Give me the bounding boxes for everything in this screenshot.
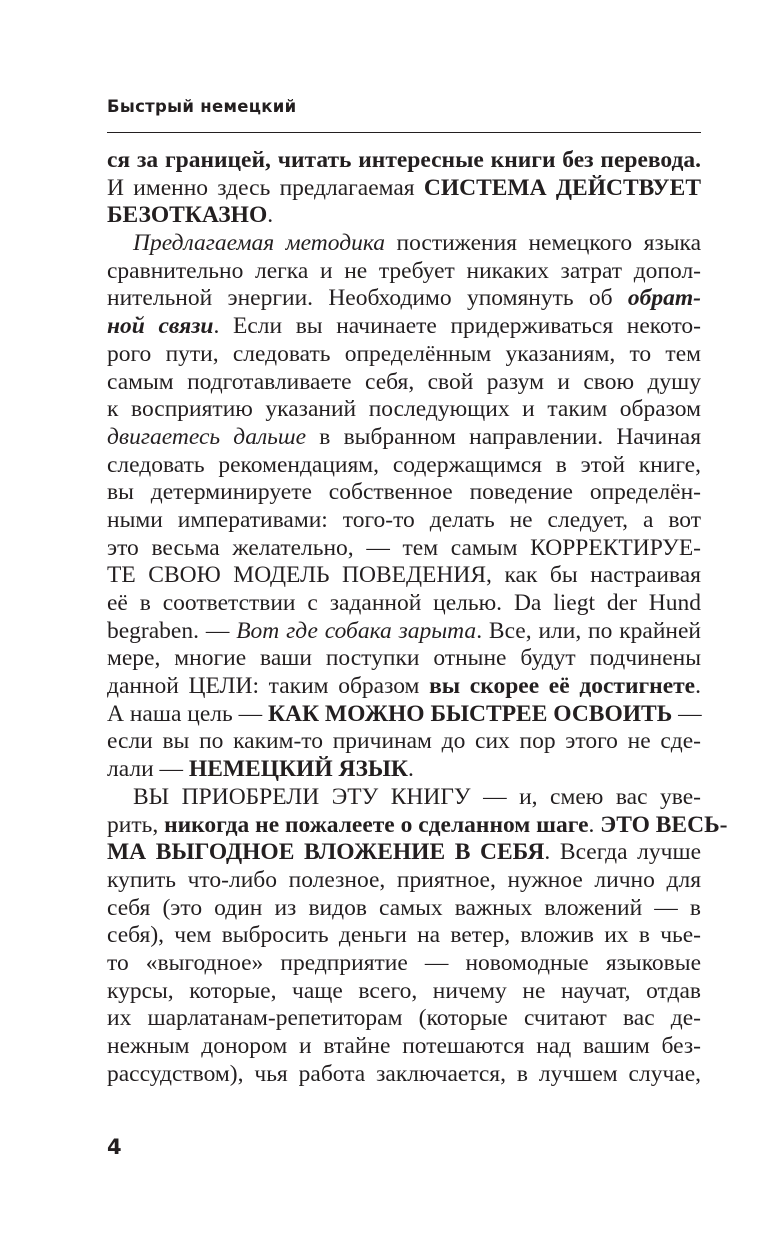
bold-text: вы скорее её достигнете	[429, 673, 696, 700]
text-run: постижения немецкого языка	[385, 230, 702, 257]
text-run: то «выгодное» предприятие — новомодные языковые	[107, 949, 701, 976]
text-line	[107, 535, 701, 563]
text-run: вы детерминируете собственное поведение определён-	[107, 479, 701, 506]
text-line	[107, 1061, 701, 1089]
text-run: ТЕ СВОЮ МОДЕЛЬ ПОВЕДЕНИЯ, как бы настраивая	[107, 562, 701, 589]
bold-italic-text: ной связи	[107, 313, 214, 340]
text-run: купить что-либо полезное, приятное, нужное лично для	[107, 866, 701, 893]
text-run: к восприятию указаний последующих и таким образом	[107, 396, 701, 423]
text-line	[107, 369, 701, 397]
text-run: курсы, которые, чаще всего, ничему не научат, отдав	[107, 977, 701, 1004]
text-line	[107, 590, 701, 618]
page-body-text	[107, 147, 728, 1088]
text-line	[107, 562, 701, 590]
text-run: данной ЦЕЛИ: таким образом	[107, 673, 430, 700]
text-line	[107, 285, 701, 313]
italic-text: Вот где собака зарыта	[236, 617, 477, 644]
text-line	[107, 895, 701, 923]
text-line	[107, 701, 701, 729]
text-run: —	[672, 700, 702, 727]
text-run: . Все, или, по крайней	[476, 617, 701, 644]
text-line	[107, 341, 701, 369]
bold-text: ЭТО ВЕСЬ-	[600, 811, 728, 838]
text-run: нительной энергии. Необходимо упомянуть об	[107, 285, 628, 312]
text-line	[107, 922, 701, 950]
text-run: самым подготавливаете себя, свой разум и свою душу	[107, 368, 701, 395]
bold-italic-text: обрат-	[627, 285, 701, 312]
text-run: мере, многие ваши поступки отныне будут подчинены	[107, 645, 701, 672]
bold-text: БЕЗОТКАЗНО	[107, 202, 268, 229]
text-line	[107, 1005, 701, 1033]
text-run: это весьма желательно, — тем самым КОРРЕКТИРУЕ-	[107, 534, 701, 561]
text-run: в выбранном направлении. Начиная	[306, 423, 702, 450]
text-run: И именно здесь предлагаемая	[107, 174, 424, 201]
italic-text: Предлагаемая методика	[133, 230, 385, 257]
text-run: себя (это один из видов самых важных вложений — в	[107, 894, 701, 921]
bold-text: никогда не пожалеете о сделанном шаге	[164, 811, 589, 838]
text-line	[107, 673, 701, 701]
text-line	[107, 258, 701, 286]
text-run: .	[588, 811, 601, 838]
text-line	[107, 452, 701, 480]
text-line	[107, 507, 701, 535]
text-run: .	[267, 202, 274, 229]
text-run: .	[407, 756, 414, 783]
bold-text: СИСТЕМА ДЕЙСТВУЕТ	[423, 174, 701, 201]
text-line	[107, 1033, 701, 1061]
text-line	[107, 396, 701, 424]
text-line	[107, 230, 701, 258]
text-line	[107, 175, 701, 203]
text-run: если вы по каким-то причинам до сих пор этого не сде-	[107, 728, 701, 755]
text-run: сравнительно легка и не требует никаких затрат допол-	[107, 257, 701, 284]
page-number: 4	[107, 1135, 122, 1159]
text-run: рить,	[107, 811, 165, 838]
text-run: А наша цель —	[107, 700, 268, 727]
text-run: нежным донором и втайне потешаются над вашим без-	[107, 1033, 701, 1059]
header-divider	[107, 132, 701, 133]
bold-text: КАК МОЖНО БЫСТРЕЕ ОСВОИТЬ	[267, 700, 673, 727]
text-line	[107, 950, 701, 978]
text-run: ными императивами: того-то делать не следует, а вот	[107, 506, 701, 533]
text-line	[107, 839, 701, 867]
text-line	[107, 811, 728, 840]
bold-text: МА ВЫГОДНОЕ ВЛОЖЕНИЕ В СЕБЯ	[107, 839, 545, 866]
text-line	[107, 978, 701, 1006]
bold-text: НЕМЕЦКИЙ ЯЗЫК	[188, 756, 408, 783]
text-line	[107, 202, 701, 230]
text-line	[107, 313, 701, 341]
text-run: . Если вы начинаете придерживаться некото-	[213, 313, 701, 340]
text-run: следовать рекомендациям, содержащимся в этой книге,	[107, 451, 701, 478]
text-line	[107, 618, 701, 646]
text-run: . Всегда лучше	[544, 839, 702, 866]
text-line	[107, 424, 701, 452]
text-run: их шарлатанам-репетиторам (которые считают вас де-	[107, 1005, 701, 1032]
italic-text: двигаетесь дальше	[107, 423, 307, 450]
text-run: рассудством), чья работа заключается, в лучшем случае,	[107, 1060, 701, 1087]
text-run: рого пути, следовать определённым указаниям, то тем	[107, 340, 701, 367]
text-run: её в соответствии с заданной целью. Da liegt der Hund	[107, 590, 701, 616]
text-line	[107, 645, 701, 673]
running-header: Быстрый немецкий	[107, 97, 297, 116]
text-line	[107, 867, 701, 895]
text-line	[107, 728, 701, 756]
text-run: лали —	[107, 756, 189, 783]
text-line	[107, 756, 701, 784]
text-run: .	[695, 673, 701, 700]
bold-text: ся за границей, читать интересные книги без перевода.	[107, 147, 701, 173]
text-line	[107, 147, 701, 175]
text-line	[107, 479, 701, 507]
text-run: ВЫ ПРИОБРЕЛИ ЭТУ КНИГУ — и, смею вас уве-	[133, 783, 701, 810]
text-run: begraben. —	[107, 617, 237, 644]
text-run: себя), чем выбросить деньги на ветер, вложив их в чье-	[107, 922, 701, 949]
text-line	[107, 784, 701, 812]
